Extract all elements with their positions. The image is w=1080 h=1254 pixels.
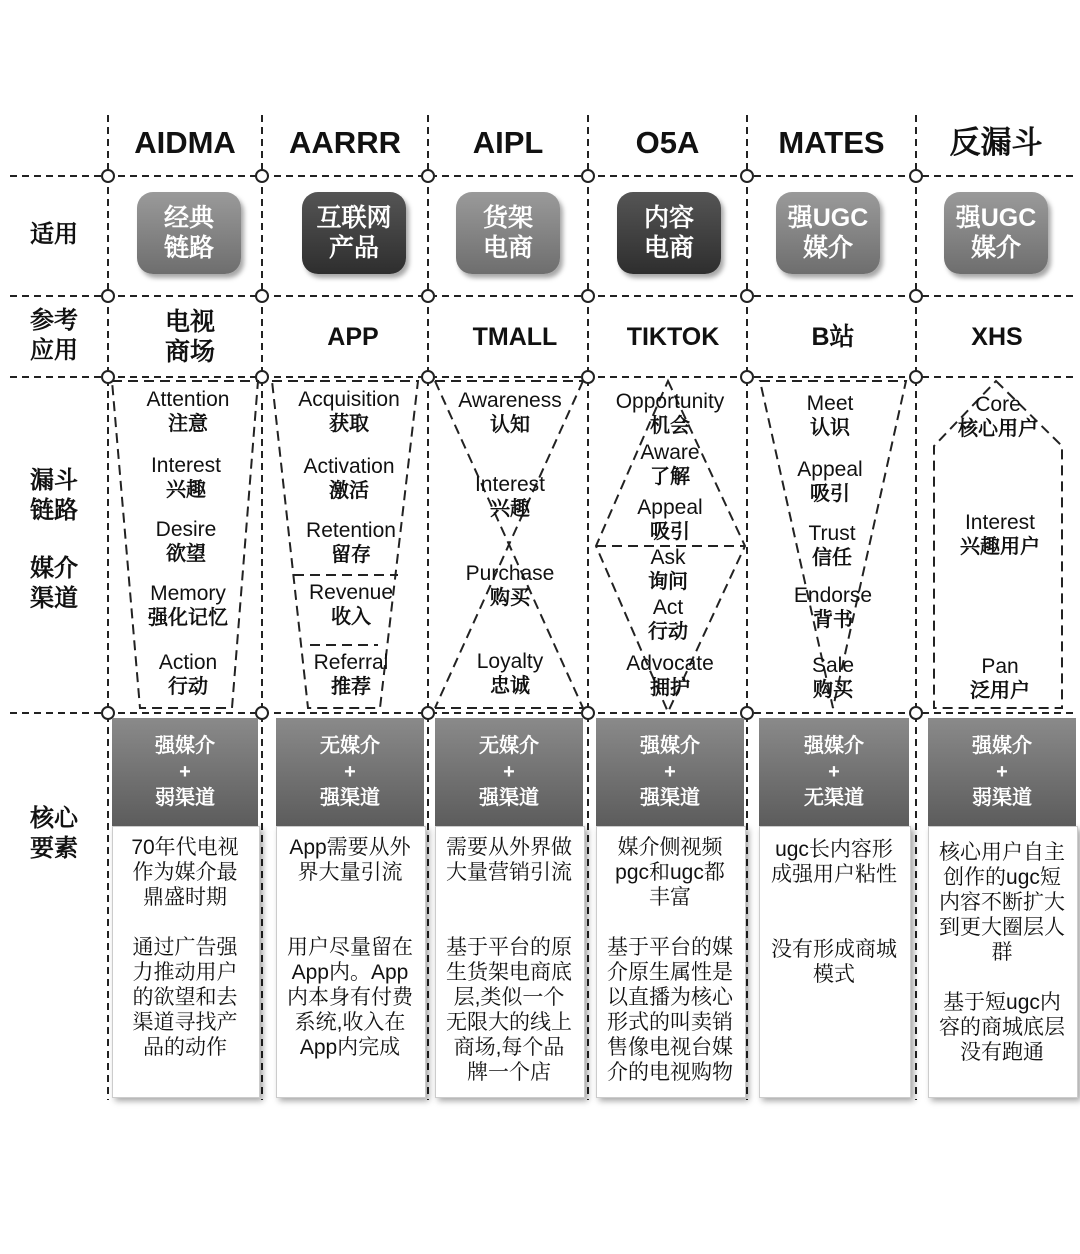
desc-line: 成强用户粘性 (771, 863, 897, 886)
model-header-mates: MATES (778, 125, 885, 160)
stage-zh: 了解 (650, 466, 690, 488)
badge-line: 媒介 (802, 234, 853, 262)
desc-line: 媒介侧视频 (617, 836, 723, 859)
stage-zh: 兴趣 (490, 498, 530, 520)
core-desc-aarrr-1 (276, 835, 424, 885)
core-bottom: 强渠道 (640, 787, 700, 809)
stage-en: Attention (146, 388, 230, 411)
stage-en: Loyalty (476, 650, 544, 673)
stage-zh: 收入 (331, 606, 371, 628)
desc-line: 用户尽量留在 (287, 936, 413, 959)
desc-line: 70年代电视 (131, 836, 239, 859)
stage-zh: 吸引 (650, 521, 690, 543)
desc-line: pgc和ugc都 (615, 861, 725, 884)
funnel-stage (590, 496, 750, 544)
core-desc-mates-2 (759, 937, 909, 987)
row-label-line: 链路 (30, 497, 78, 524)
funnel-stage (753, 584, 913, 632)
grid-node (422, 170, 434, 182)
badge-line: 强UGC (787, 204, 869, 232)
grid-node (910, 170, 922, 182)
funnel-stage (106, 518, 266, 566)
funnel-stage (108, 651, 268, 699)
desc-line: 内容不断扩大 (939, 891, 1065, 914)
grid-node (910, 290, 922, 302)
badge-line: 链路 (163, 234, 214, 262)
row-label-line: 漏斗 (30, 467, 78, 494)
grid-node (910, 371, 922, 383)
funnel-stage (590, 390, 750, 438)
funnel-stage (268, 581, 434, 629)
stage-en: Referral (313, 651, 389, 674)
desc-line: 牌一个店 (467, 1061, 551, 1084)
stage-en: Desire (155, 518, 217, 541)
core-card-header-aipl (435, 718, 583, 826)
grid-node (582, 707, 594, 719)
stage-en: Aware (640, 441, 700, 464)
funnel-stage (430, 562, 590, 610)
core-bottom: 强渠道 (479, 787, 539, 809)
applicable-badge-aipl (456, 192, 560, 274)
stage-zh: 获取 (329, 413, 369, 435)
desc-line: App需要从外 (289, 836, 411, 859)
row-label-line: 参考 (30, 307, 78, 334)
funnel-stage (750, 392, 910, 440)
row-label-applicable: 适用 (30, 221, 78, 248)
stage-zh: 留存 (331, 544, 371, 566)
stage-zh: 激活 (329, 480, 369, 502)
core-plus: + (179, 761, 191, 783)
funnel-stage (268, 519, 434, 567)
reference-mates: B站 (811, 323, 855, 351)
stage-zh: 兴趣 (166, 479, 206, 501)
stage-zh: 强化记忆 (148, 607, 228, 629)
desc-line: App内。App (291, 961, 409, 984)
stage-zh: 询问 (648, 571, 688, 593)
stage-en: Ask (650, 546, 686, 569)
desc-line: 没有形成商城 (771, 938, 897, 961)
grid-node (910, 707, 922, 719)
stage-zh: 忠诚 (490, 675, 530, 697)
core-bottom: 无渠道 (804, 787, 864, 809)
badge-line: 产品 (328, 234, 379, 262)
stage-zh: 兴趣用户 (960, 536, 1040, 558)
funnel-stage (750, 458, 910, 506)
core-card-header-aarrr (276, 718, 424, 826)
stage-en: Purchase (465, 562, 555, 585)
applicable-badge-aidma (137, 192, 241, 274)
grid-node (256, 290, 268, 302)
stage-en: Act (652, 596, 684, 619)
row-label-line: 渠道 (30, 585, 78, 612)
stage-en: Awareness (458, 389, 562, 412)
stage-en: Activation (303, 455, 395, 478)
desc-line: 力推动用户 (132, 961, 238, 984)
desc-line: 丰富 (649, 886, 691, 909)
model-header-aarrr: AARRR (289, 125, 401, 160)
stage-zh: 行动 (648, 621, 688, 643)
desc-line: 渠道寻找产 (132, 1011, 238, 1034)
stage-en: Meet (806, 392, 854, 415)
desc-line: 通过广告强 (132, 936, 238, 959)
row-label-line: 媒介 (30, 555, 78, 582)
desc-line: 形式的叫卖销 (607, 1011, 733, 1034)
reference-o5a: TIKTOK (626, 323, 720, 351)
core-top: 强媒介 (155, 735, 215, 757)
stage-zh: 认识 (810, 417, 850, 439)
desc-line: 鼎盛时期 (143, 886, 227, 909)
core-desc-o5a-1 (596, 835, 744, 910)
badge-line: 货架 (482, 204, 533, 232)
core-plus: + (344, 761, 356, 783)
funnel-stage (430, 473, 590, 521)
stage-en: Appeal (637, 496, 703, 519)
desc-line: 模式 (813, 963, 855, 986)
stage-zh: 推荐 (331, 676, 371, 698)
stage-zh: 吸引 (810, 483, 850, 505)
stage-zh: 机会 (650, 415, 690, 437)
stage-en: Memory (150, 582, 226, 605)
stage-en: Advocate (626, 652, 714, 675)
core-plus: + (828, 761, 840, 783)
desc-line: 介的电视购物 (607, 1061, 733, 1084)
core-top: 强媒介 (640, 735, 700, 757)
core-plus: + (664, 761, 676, 783)
grid-node (582, 170, 594, 182)
stage-zh: 购买 (813, 679, 853, 701)
core-card-header-mates (759, 718, 909, 826)
core-desc-aidma-2 (112, 935, 258, 1060)
core-desc-aidma-1 (112, 835, 258, 910)
grid-node (582, 290, 594, 302)
applicable-badge-aarrr (302, 192, 406, 274)
stage-en: Core (975, 393, 1021, 416)
desc-line: 以直播为核心 (607, 986, 733, 1009)
grid-node (582, 371, 594, 383)
core-bottom: 强渠道 (320, 787, 380, 809)
grid-node (422, 371, 434, 383)
core-top: 无媒介 (320, 735, 380, 757)
core-plus: + (996, 761, 1008, 783)
core-bottom: 弱渠道 (972, 787, 1032, 809)
core-bottom: 弱渠道 (155, 787, 215, 809)
funnel-stage (588, 546, 748, 594)
core-top: 强媒介 (972, 735, 1032, 757)
funnel-stage (108, 388, 268, 436)
model-header-o5a: O5A (635, 125, 700, 160)
desc-line: 作为媒介最 (132, 861, 238, 884)
core-card-header-aidma (112, 718, 258, 826)
funnel-stage (430, 650, 590, 698)
stage-zh: 欲望 (166, 543, 206, 565)
desc-line: App内完成 (299, 1036, 401, 1059)
funnel-stage (920, 655, 1080, 703)
core-card-header-o5a (596, 718, 744, 826)
core-desc-aipl-2 (435, 935, 583, 1085)
desc-line: 核心用户自主 (939, 841, 1065, 864)
stage-zh: 购买 (490, 587, 530, 609)
grid-node (741, 371, 753, 383)
desc-line: 没有跑通 (960, 1041, 1044, 1064)
desc-line: 基于平台的原 (446, 936, 572, 959)
core-desc-reverse-funnel-1 (928, 840, 1076, 965)
funnel-stage (753, 654, 913, 702)
stage-en: Revenue (308, 581, 394, 604)
funnel-stage (918, 393, 1078, 441)
reference-aarrr: APP (327, 323, 379, 351)
stage-en: Interest (474, 473, 546, 496)
desc-line: 容的商城底层 (939, 1016, 1065, 1039)
stage-en: Interest (964, 511, 1036, 534)
stage-en: Appeal (797, 458, 863, 481)
core-desc-mates-1 (759, 837, 909, 887)
row-label-line: 核心 (30, 805, 78, 832)
core-desc-reverse-funnel-2 (928, 990, 1076, 1065)
grid-node (741, 170, 753, 182)
grid-node (102, 170, 114, 182)
desc-line: 内本身有付费 (287, 986, 413, 1009)
grid-node (741, 290, 753, 302)
desc-line: 到更大圈层人 (939, 916, 1065, 939)
stage-zh: 泛用户 (970, 680, 1030, 702)
badge-line: 电商 (643, 234, 694, 262)
stage-en: Interest (150, 454, 222, 477)
applicable-badge-o5a (617, 192, 721, 274)
funnel-stage (430, 389, 590, 437)
core-desc-aarrr-2 (276, 935, 424, 1060)
badge-line: 内容 (643, 204, 694, 232)
stage-en: Action (158, 651, 218, 674)
desc-line: 大量营销引流 (446, 861, 572, 884)
stage-en: Opportunity (615, 390, 725, 413)
reference-reverse-funnel: XHS (971, 323, 1023, 351)
row-label-core (6, 804, 102, 864)
stage-zh: 信任 (812, 547, 852, 569)
badge-line: 互联网 (316, 204, 392, 232)
desc-line: 的欲望和去 (132, 986, 238, 1009)
grid-node (422, 290, 434, 302)
desc-line: 基于平台的媒 (607, 936, 733, 959)
stage-en: Trust (808, 522, 856, 545)
desc-line: 无限大的线上 (446, 1011, 572, 1034)
applicable-badge-mates (776, 192, 880, 274)
desc-line: 售像电视台媒 (607, 1036, 733, 1059)
stage-zh: 背书 (813, 609, 853, 631)
applicable-badge-reverse-funnel (944, 192, 1048, 274)
core-top: 无媒介 (479, 735, 539, 757)
desc-line: 商场,每个品 (453, 1036, 565, 1059)
model-header-aipl: AIPL (472, 125, 544, 160)
desc-line: 介原生属性是 (607, 961, 733, 984)
funnel-stage (106, 454, 266, 502)
stage-zh: 核心用户 (958, 418, 1038, 440)
stage-en: Acquisition (298, 388, 400, 411)
grid-node (102, 290, 114, 302)
stage-en: Retention (306, 519, 396, 542)
desc-line: 层,类似一个 (453, 986, 565, 1009)
funnel-stage (590, 441, 750, 489)
funnel-stage (268, 651, 434, 699)
badge-line: 强UGC (955, 204, 1037, 232)
reference-line: 商场 (164, 338, 215, 366)
funnel-stage (266, 455, 432, 503)
desc-line: 需要从外界做 (446, 836, 572, 859)
stage-zh: 行动 (168, 676, 208, 698)
desc-line: 群 (991, 941, 1013, 964)
row-label-line: 应用 (30, 337, 78, 364)
stage-zh: 注意 (168, 413, 208, 435)
model-header-reverse-funnel: 反漏斗 (949, 125, 1043, 160)
core-plus: + (503, 761, 515, 783)
desc-line: 创作的ugc短 (943, 866, 1061, 889)
stage-en: Sale (811, 654, 855, 677)
grid-node (256, 170, 268, 182)
stage-en: Endorse (793, 584, 873, 607)
desc-line: 系统,收入在 (294, 1011, 406, 1034)
funnel-stage (590, 652, 750, 700)
core-card-header-reverse-funnel (928, 718, 1076, 826)
badge-line: 媒介 (970, 234, 1021, 262)
reference-aidma (108, 302, 272, 372)
desc-line: 品的动作 (143, 1036, 227, 1059)
row-label-funnel (6, 466, 102, 526)
row-label-media (6, 554, 102, 614)
badge-line: 经典 (163, 204, 214, 232)
stage-en: Pan (981, 655, 1019, 678)
funnel-stage (266, 388, 432, 436)
desc-line: 生货架电商底 (446, 961, 572, 984)
stage-zh: 认知 (490, 414, 530, 436)
row-label-line: 要素 (30, 835, 78, 862)
desc-line: 界大量引流 (297, 861, 403, 884)
funnel-stage (108, 582, 268, 630)
funnel-stage (588, 596, 748, 644)
badge-line: 电商 (482, 234, 533, 262)
core-top: 强媒介 (804, 735, 864, 757)
core-desc-o5a-2 (596, 935, 744, 1085)
reference-line: 电视 (164, 308, 215, 336)
funnel-stage (752, 522, 912, 570)
funnel-stage (920, 511, 1080, 559)
reference-aipl: TMALL (472, 323, 558, 351)
stage-zh: 拥护 (650, 677, 690, 699)
desc-line: ugc长内容形 (775, 838, 893, 861)
core-desc-aipl-1 (435, 835, 583, 885)
row-label-reference (6, 306, 102, 366)
desc-line: 基于短ugc内 (943, 991, 1061, 1014)
model-header-aidma: AIDMA (134, 125, 236, 160)
